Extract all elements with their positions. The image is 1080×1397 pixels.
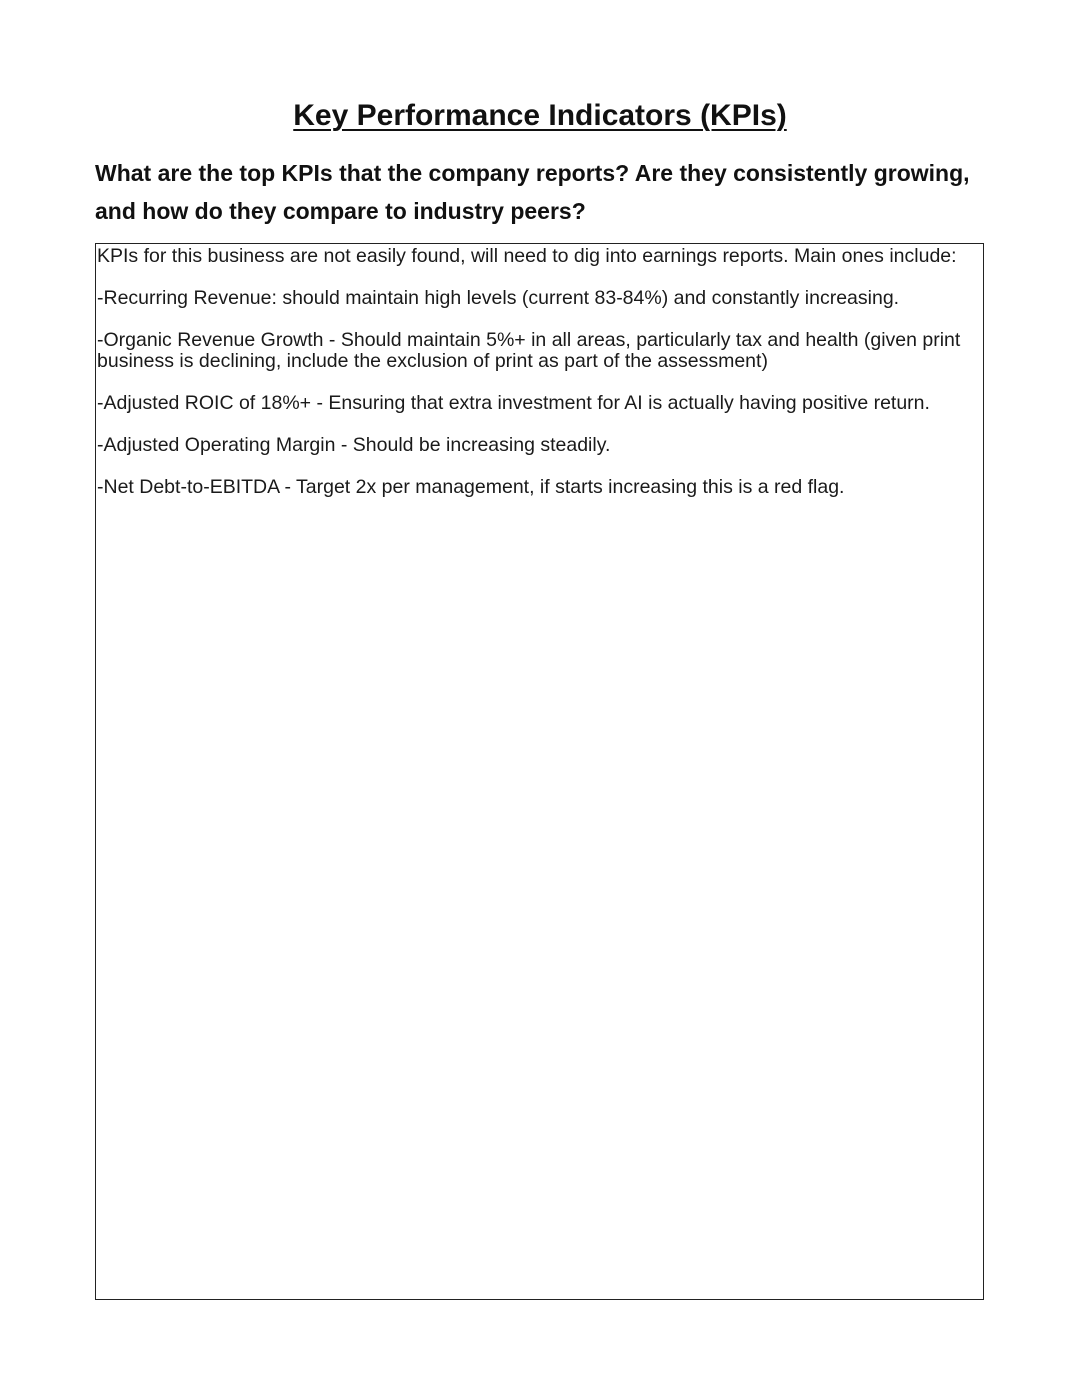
question-heading: What are the top KPIs that the company reports? Are they consistently growing, and how do they compare to industry peers?	[95, 160, 970, 224]
page-title: Key Performance Indicators (KPIs)	[293, 99, 787, 132]
kpi-item-adjusted-roic: -Adjusted ROIC of 18%+ - Ensuring that extra investment for AI is actually having positive return.	[97, 392, 930, 414]
answer-intro: KPIs for this business are not easily found, will need to dig into earnings reports. Main ones include:	[97, 245, 957, 267]
answer-text-box[interactable]	[95, 243, 984, 1300]
kpi-item-organic-revenue-growth: -Organic Revenue Growth - Should maintain 5%+ in all areas, particularly tax and health (given print business is declining, include the exclusion of print as part of the assessment)	[97, 329, 961, 372]
kpi-item-adjusted-operating-margin: -Adjusted Operating Margin - Should be increasing steadily.	[97, 434, 611, 456]
kpi-item-recurring-revenue: -Recurring Revenue: should maintain high levels (current 83-84%) and constantly increasing.	[97, 287, 900, 309]
kpi-item-net-debt-to-ebitda: -Net Debt-to-EBITDA - Target 2x per management, if starts increasing this is a red flag.	[97, 476, 845, 498]
